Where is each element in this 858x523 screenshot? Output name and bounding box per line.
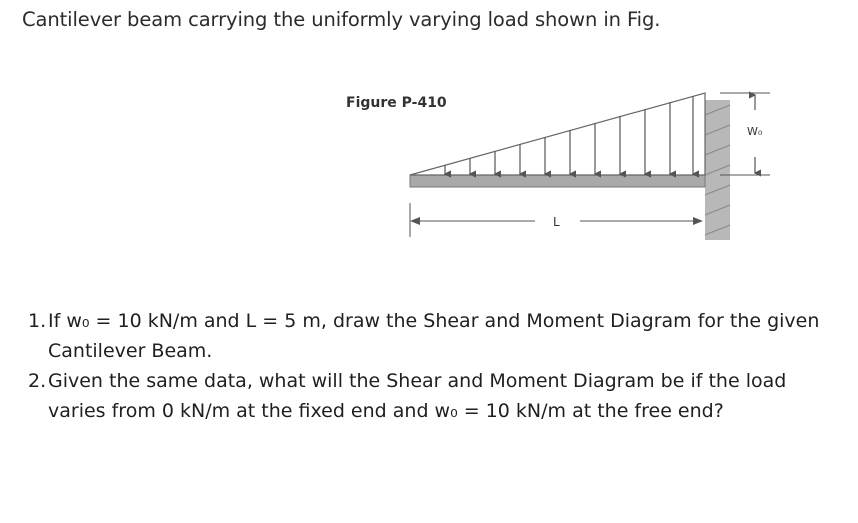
figure-label: Figure P-410 (346, 95, 447, 111)
load-triangle (410, 93, 705, 175)
question-item (28, 366, 838, 426)
beam (410, 175, 705, 187)
question-text: Given the same data, what will the Shear and Moment Diagram be if the load varies from 0 kN/m at the fixed end and w₀ = 10 kN/m at the free end? (48, 370, 787, 422)
question-number: 2. (28, 370, 47, 392)
load-arrows (445, 96, 693, 174)
load-label: W₀ (747, 125, 763, 138)
cantilever-figure (395, 85, 775, 245)
question-number: 1. (28, 310, 47, 332)
question-text: If w₀ = 10 kN/m and L = 5 m, draw the Shear and Moment Diagram for the given Cantilever Beam. (48, 310, 820, 362)
span-label: L (553, 215, 560, 229)
problem-title: Cantilever beam carrying the uniformly varying load shown in Fig. (22, 8, 661, 31)
question-list (28, 306, 838, 426)
question-item (28, 306, 838, 366)
